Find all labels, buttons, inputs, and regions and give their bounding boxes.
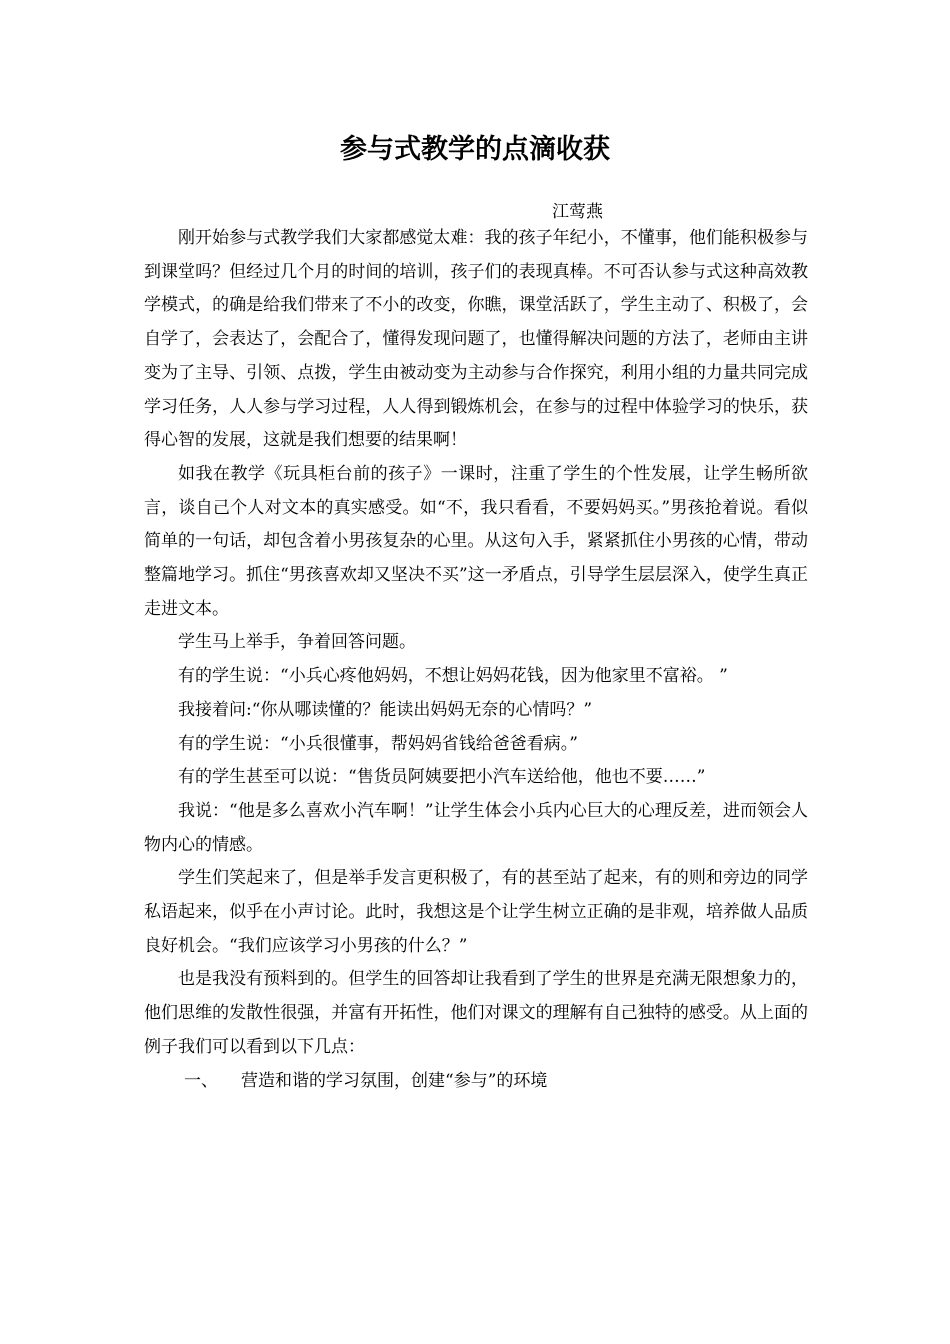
paragraph: 学生们笑起来了，但是举手发言更积极了，有的甚至站了起来，有的则和旁边的同学私语起来，似乎在小声讨论。此时，我想这是个让学生树立正确的是非观，培养做人品质良好机会。“我们应该学习小男孩的什么？” — [144, 868, 808, 956]
section-heading — [144, 1065, 808, 1099]
paragraph: 也是我没有预料到的。但学生的回答却让我看到了学生的世界是充满无限想象力的，他们思维的发散性很强，并富有开拓性，他们对课文的理解有自己独特的感受。从上面的例子我们可以看到以下几点： — [144, 969, 808, 1057]
section-number: 一、 — [184, 1070, 218, 1091]
document-title: 参与式教学的点滴收获 — [340, 134, 610, 165]
paragraph: 我说：“他是多么喜欢小汽车啊！”让学生体会小兵内心巨大的心理反差，进而领会人物内心的情感。 — [144, 800, 808, 855]
paragraph: 刚开始参与式教学我们大家都感觉太难：我的孩子年纪小，不懂事，他们能积极参与到课堂吗？但经过几个月的时间的培训，孩子们的表现真棒。不可否认参与式这种高效教学模式，的确是给我们带来了不小的改变，你瞧，课堂活跃了，学生主动了、积极了，会自学了，会表达了，会配合了，懂得发现问题了，也懂得解决问题的方法了，老师由主讲变为了主导、引领、点拨，学生由被动变为主动参与合作探究，利用小组的力量共同完成学习任务，人人参与学习过程，人人得到锻炼机会，在参与的过程中体验学习的快乐，获得心智的发展，这就是我们想要的结果啊！ — [144, 228, 808, 451]
section-heading-text: 营造和谐的学习氛围，创建“参与”的环境 — [241, 1070, 548, 1091]
paragraph: 有的学生说：“小兵很懂事，帮妈妈省钱给爸爸看病。” — [178, 733, 578, 754]
paragraph: 有的学生甚至可以说：“售货员阿姨要把小汽车送给他，他也不要……” — [178, 767, 706, 788]
author-name: 江莺燕 — [552, 202, 603, 222]
paragraph: 如我在教学《玩具柜台前的孩子》一课时，注重了学生的个性发展，让学生畅所欲言，谈自己个人对文本的真实感受。如“不，我只看看，不要妈妈买。”男孩抢着说。看似简单的一句话，却包含着小男孩复杂的心里。从这句入手，紧紧抓住小男孩的心情，带动整篇地学习。抓住“男孩喜欢却又坚决不买”这一矛盾点，引导学生层层深入，使学生真正走进文本。 — [144, 463, 808, 619]
paragraph: 有的学生说：“小兵心疼他妈妈，不想让妈妈花钱，因为他家里不富裕。 ” — [178, 666, 728, 687]
paragraph: 学生马上举手，争着回答问题。 — [178, 632, 416, 653]
document-body — [144, 222, 808, 1098]
paragraph: 我接着问:“你从哪读懂的？能读出妈妈无奈的心情吗？” — [178, 699, 593, 720]
